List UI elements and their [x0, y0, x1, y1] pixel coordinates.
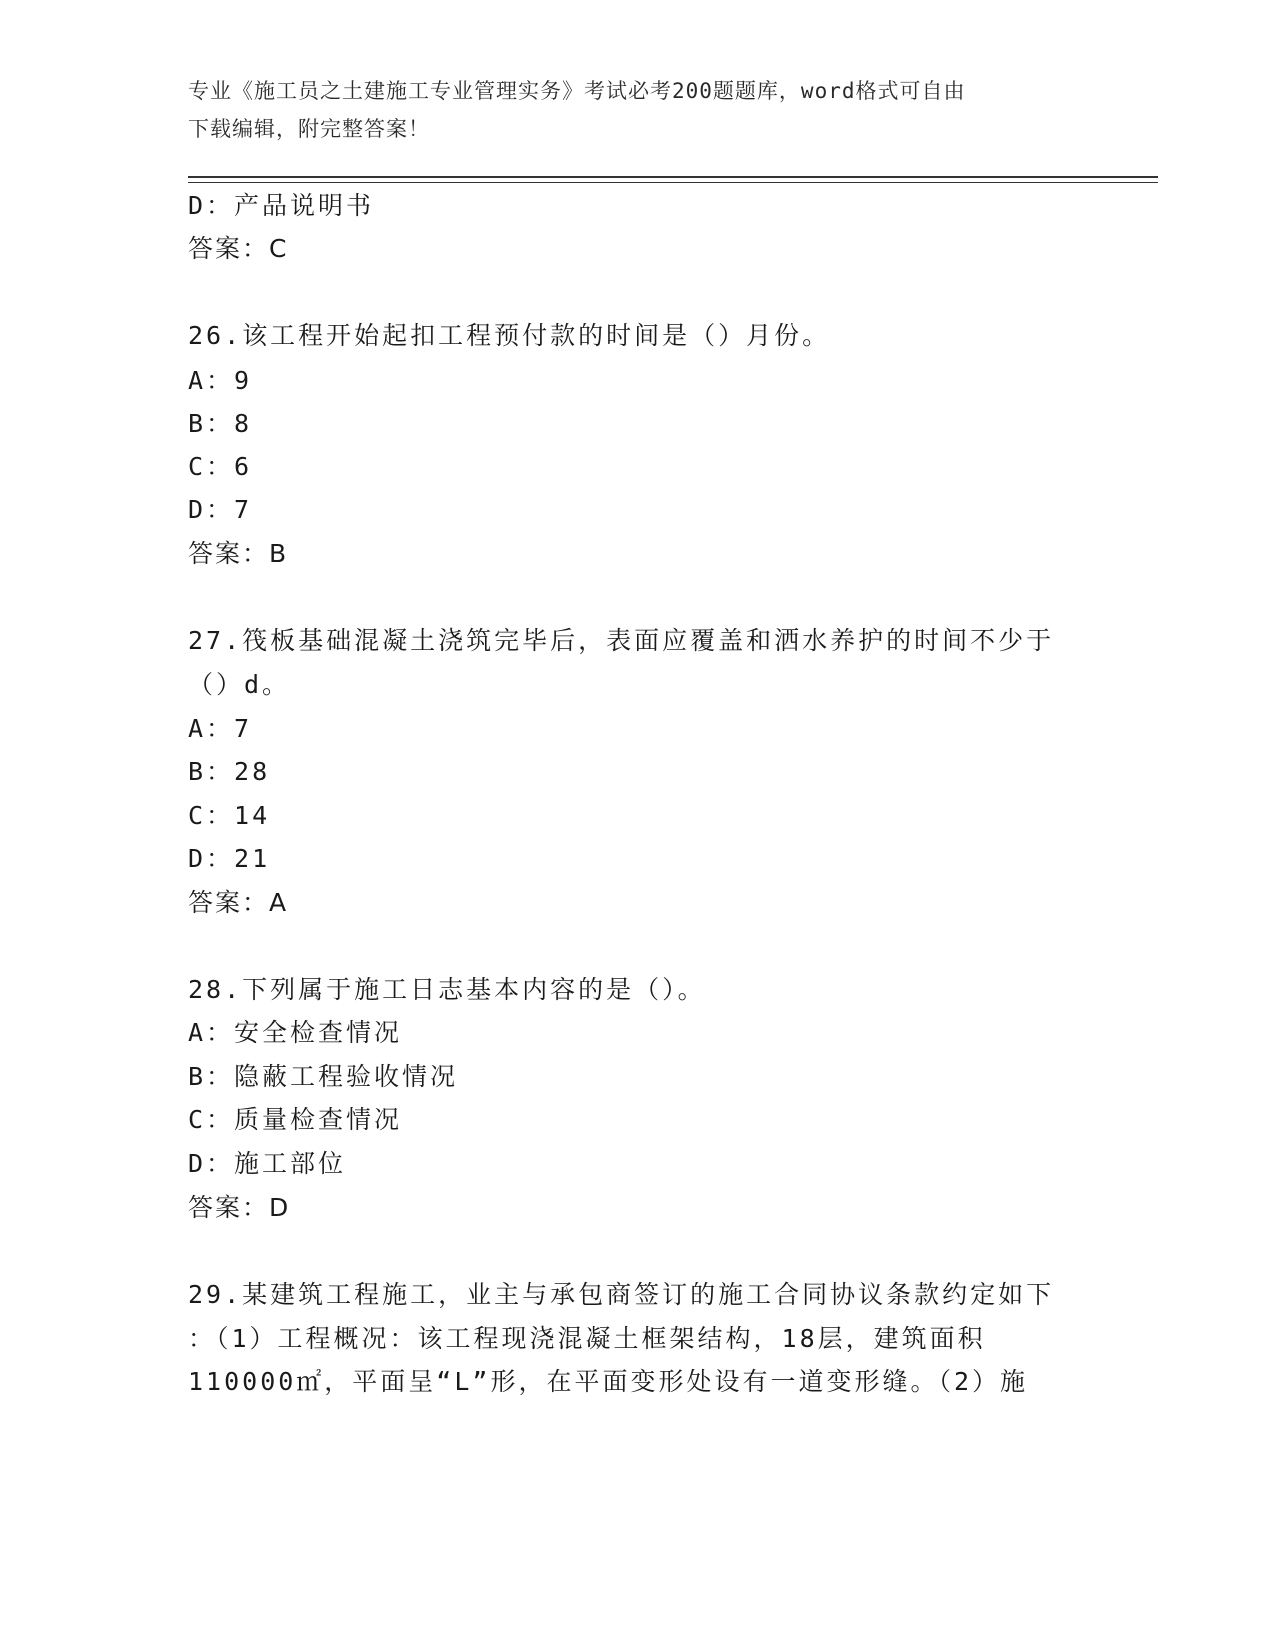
question-28-answer: 答案：D — [188, 1193, 291, 1222]
question-26-option-b: B：8 — [188, 409, 253, 438]
question-27-option-b: B：28 — [188, 757, 271, 786]
header-divider — [188, 176, 1158, 178]
question-27-answer: 答案：A — [188, 888, 289, 917]
question-28-stem: 28.下列属于施工日志基本内容的是（）。 — [188, 975, 706, 1004]
question-27-stem-line-2: （）d。 — [188, 670, 291, 699]
question-29-stem-line-2: ：（1）工程概况：该工程现浇混凝土框架结构，18层，建筑面积 — [188, 1324, 986, 1353]
prev-answer: 答案：C — [188, 234, 289, 263]
question-26-option-a: A：9 — [188, 366, 253, 395]
question-27-option-d: D：21 — [188, 844, 271, 873]
question-28-option-a: A：安全检查情况 — [188, 1018, 403, 1047]
question-29-stem-line-3: 110000㎡，平面呈“L”形，在平面变形处设有一道变形缝。（2）施 — [188, 1367, 1029, 1396]
question-28-option-b: B：隐蔽工程验收情况 — [188, 1062, 459, 1091]
header-line-2: 下载编辑，附完整答案！ — [188, 117, 430, 141]
question-26-stem: 26.该工程开始起扣工程预付款的时间是（）月份。 — [188, 321, 831, 350]
question-27-stem-line-1: 27.筏板基础混凝土浇筑完毕后，表面应覆盖和洒水养护的时间不少于 — [188, 626, 1055, 655]
question-28-option-c: C：质量检查情况 — [188, 1105, 403, 1134]
header-line-1: 专业《施工员之土建施工专业管理实务》考试必考200题题库，word格式可自由 — [188, 79, 966, 103]
prev-option-d: D：产品说明书 — [188, 191, 375, 220]
header-divider-thin — [188, 182, 1158, 183]
question-29-stem-line-1: 29.某建筑工程施工，业主与承包商签订的施工合同协议条款约定如下 — [188, 1280, 1055, 1309]
question-26-option-d: D：7 — [188, 495, 253, 524]
question-26-answer: 答案：B — [188, 539, 289, 568]
document-header — [188, 72, 1088, 148]
question-27-option-a: A：7 — [188, 714, 253, 743]
question-26-option-c: C：6 — [188, 452, 253, 481]
question-27-option-c: C：14 — [188, 801, 271, 830]
question-28-option-d: D：施工部位 — [188, 1149, 347, 1178]
